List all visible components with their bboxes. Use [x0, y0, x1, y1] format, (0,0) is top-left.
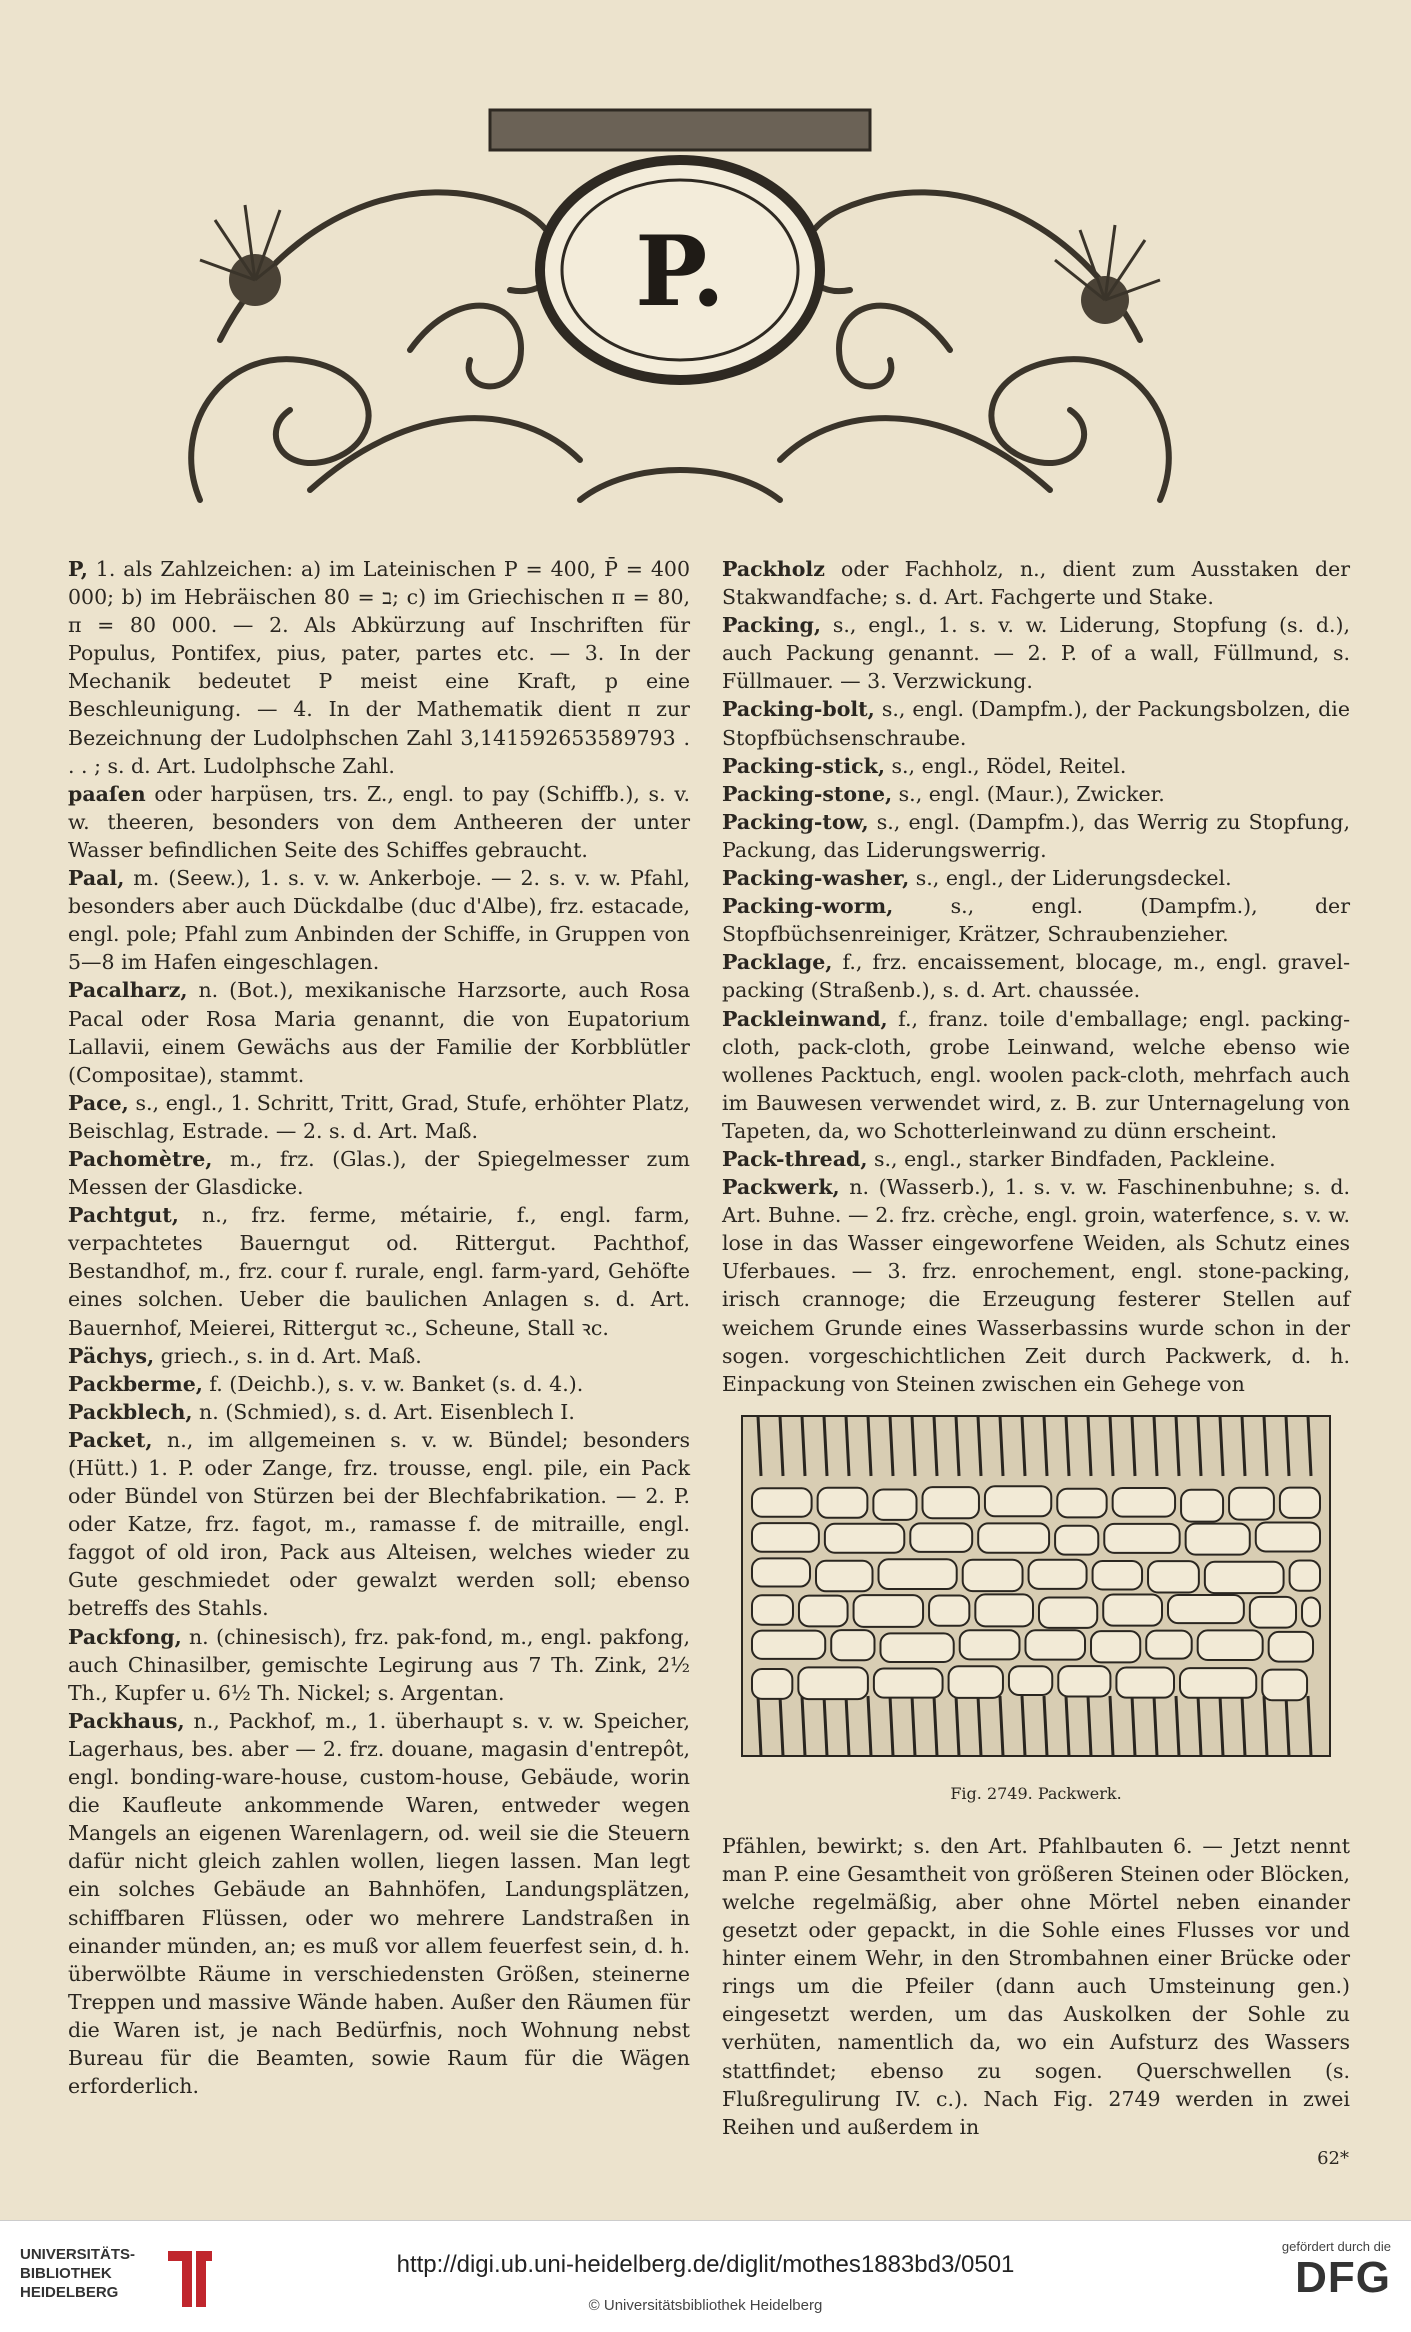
entry-headword: Pace,: [68, 1090, 129, 1115]
permalink-url[interactable]: http://digi.ub.uni-heidelberg.de/diglit/mothes1883bd3/0501: [396, 2251, 1015, 2278]
dictionary-entry: [68, 1623, 690, 1707]
dictionary-entry: [68, 1398, 690, 1426]
library-name-line-3: HEIDELBERG: [20, 2284, 119, 2301]
entry-headword: Packing-washer,: [722, 866, 910, 891]
dictionary-entry: [68, 1089, 690, 1145]
copyright-notice: © Universitätsbibliothek Heidelberg: [588, 2297, 823, 2314]
dictionary-entry: [722, 695, 1350, 751]
entry-headword: Paal,: [68, 866, 125, 891]
dictionary-entry: [722, 1005, 1350, 1145]
entry-headword: Packwerk,: [722, 1175, 840, 1200]
entry-text: oder Fachholz, n., dient zum Ausstaken der Stakwandfache; s. d. Art. Fachgerte und Stake.: [722, 557, 1350, 610]
packwerk-illustration: [722, 1406, 1350, 1776]
dictionary-entry: [68, 1370, 690, 1398]
dictionary-entry: [722, 780, 1350, 808]
entry-headword: Pachomètre,: [68, 1146, 213, 1171]
dictionary-entry: [68, 555, 690, 780]
entry-text: n. (chinesisch), frz. pak-fond, m., engl. pakfong, auch Chinasilber, gemischte Legirung aus 7 Th. Zink, 2½ Th., Kupfer u. 6½ Th. Nickel; s. Argentan.: [68, 1624, 690, 1705]
entry-headword: Packing-stone,: [722, 781, 893, 806]
entry-text: griech., s. in d. Art. Maß.: [154, 1343, 422, 1368]
entry-text: oder harpüsen, trs. Z., engl. to pay (Schiffb.), s. v. w. theeren, besonders von dem Antheeren der unter Wasser befindlichen Seite des Schiffes gebraucht.: [68, 781, 690, 862]
dictionary-entry: [722, 864, 1350, 892]
entry-text: 1. als Zahlzeichen: a) im Lateinischen P = 400, P̄ = 400 000; b) im Hebräischen ב = 80; c) im Griechischen π = 80, π = 80 000. — 2. Als Abkürzung auf Inschriften für Populus, Pontifex, pius, pater, partes etc. — 3. In der Mechanik bedeutet P meist eine Kraft, p eine Beschleunigung. — 4. In der Mathematik dient π zur Bezeichnung der Ludolphschen Zahl 3,1415926535897​93 . . . ; s. d. Art. Ludolphsche Zahl.: [68, 557, 691, 778]
entry-text: s., engl., Rödel, Reitel.: [885, 753, 1127, 778]
entry-text: f., franz. toile d'emballage; engl. packing-cloth, pack-cloth, grobe Leinwand, welche ebenso wie wollenes Packtuch, engl. woolen pack-cloth, mehrfach auch im Bauwesen verwendet wird, z. B. zur Unternagelung von Tapeten, da, wo Schotterleinwand zu dünn erscheint.: [722, 1006, 1350, 1143]
entry-headword: Packlage,: [722, 950, 833, 975]
entry-headword: Packleinwand,: [722, 1006, 888, 1031]
dictionary-entry: [68, 976, 690, 1088]
dictionary-entry: [722, 1145, 1350, 1173]
entry-text: s., engl. (Dampfm.), das Werrig zu Stopfung, Packung, das Liderungswerrig.: [722, 809, 1350, 862]
entry-text: f. (Deichb.), s. v. w. Banket (s. d. 4.).: [202, 1371, 584, 1396]
dictionary-entry: [68, 864, 690, 976]
entry-headword: Packhaus,: [68, 1708, 185, 1733]
entry-headword: Packberme,: [68, 1371, 203, 1396]
dictionary-entry: [722, 752, 1350, 780]
entry-headword: P,: [68, 557, 88, 581]
entry-headword: paaſen: [68, 781, 146, 806]
left-column: [68, 555, 690, 2100]
entry-text: s., engl., der Liderungsdeckel.: [909, 866, 1232, 891]
right-column-top-entries: [722, 555, 1350, 1398]
entry-text: m. (Seew.), 1. s. v. w. Ankerboje. — 2. s. v. w. Pfahl, besonders aber auch Dückdalbe (duc d'Albe), frz. estacade, engl. pole; Pfahl zum Anbinden der Schiffe, in Gruppen von 5—8 im Hafen eingeschlagen.: [68, 866, 690, 975]
entry-text: s., engl., 1. Schritt, Tritt, Grad, Stufe, erhöhter Platz, Beischlag, Estrade. — 2. s. d. Art. Maß.: [68, 1090, 690, 1143]
entry-text: s., engl. (Dampfm.), der Packungsbolzen, die Stopfbüchsenschraube.: [722, 697, 1350, 750]
ornamental-header-vignette: [160, 100, 1200, 520]
dictionary-entry: [722, 948, 1350, 1004]
dictionary-entry: [68, 1145, 690, 1201]
dictionary-entry: [68, 1342, 690, 1370]
dictionary-entry: [722, 808, 1350, 864]
page-number: 62*: [1317, 2148, 1349, 2169]
entry-text: m., frz. (Glas.), der Spiegelmesser zum Messen der Glasdicke.: [68, 1146, 690, 1200]
library-name-line-1: UNIVERSITÄTS-: [20, 2246, 136, 2263]
entry-text: n., Packhof, m., 1. überhaupt s. v. w. Speicher, Lagerhaus, bes. aber — 2. frz. douane, magasin d'entrepôt, engl. bonding-ware-house, custom-house, Gebäude, worin die Kaufleute ankommende Waren, entweder wegen Mangels an eigenen Warenlagern, od. weil sie die Steuern dafür nicht gleich zahlen wollen, liegen lassen. Man legt ein solches Gebäude an Bahnhöfen, Landungsplätzen, schiffbaren Flüssen, oder wo mehrere Landstraßen in einander münden, an; es muß vor allem feuerfest sein, d. h. überwölbte Räume in verschiedensten Größen, steinerne Treppen und massive Wände haben. Außer den Räumen für die Waren ist, je nach Bedürfnis, noch Wohnung nebst Bureau für die Beamten, sowie Raum für die Wägen erforderlich.: [68, 1708, 690, 2099]
dfg-logo[interactable]: [1261, 2239, 1391, 2302]
entry-headword: Pacalharz,: [68, 978, 188, 1003]
dictionary-entry: [722, 555, 1350, 611]
dfg-wordmark: DFG: [1295, 2253, 1391, 2302]
entry-headword: Packing-worm,: [722, 894, 894, 919]
entry-headword: Pächys,: [68, 1343, 155, 1368]
dictionary-entry: [68, 1426, 690, 1623]
entry-text: n., im allgemeinen s. v. w. Bündel; besonders (Hütt.) 1. P. oder Zange, frz. trousse, engl. pile, ein Pack oder Bündel von Stürzen bei der Blechfabrikation. — 2. P. oder Katze, frz. fagot, m., ramasse f. de mitraille, engl. faggot of old iron, Pack aus Alteisen, welches wieder zu Gute geschmiedet oder gewalzt werden soll; ebenso betreffs des Stahls.: [68, 1427, 690, 1621]
right-column-continuation: Pfählen, bewirkt; s. den Art. Pfahlbauten 6. — Jetzt nennt man P. eine Gesamtheit von größeren Steinen oder Blöcken, welche regelmäßig, aber ohne Mörtel neben einander gesetzt oder gepackt, in die Sohle eines Flusses vor und hinter einem Wehr, in den Strombahnen einer Brücke oder rings um die Pfeiler (dann auch Umsteinung gen.) eingesetzt werden, um das Auskolken der Sohle zu verhüten, namentlich da, wo ein Aufsturz des Wassers stattfindet; ebenso zu sogen. Querschwellen (s. Flußregulirung IV. c.). Nach Fig. 2749 werden in zwei Reihen und außerdem in: [722, 1833, 1350, 2139]
ornament-initial-letter: P.: [635, 215, 725, 328]
entry-text: s., engl., starker Bindfaden, Packleine.: [867, 1146, 1276, 1171]
entry-headword: Packblech,: [68, 1399, 193, 1424]
entry-headword: Packing-tow,: [722, 809, 869, 834]
entry-text: n. (Bot.), mexikanische Harzsorte, auch Rosa Pacal oder Rosa Maria genannt, die von Eupatorium Lallavii, einem Gewächs aus der Familie der Korbblütler (Compositae), stammt.: [68, 978, 690, 1087]
footer-bar: [0, 2220, 1411, 2332]
entry-text: n. (Wasserb.), 1. s. v. w. Faschinenbuhne; s. d. Art. Buhne. — 2. frz. crèche, engl. groin, waterfence, s. v. w. lose in das Wasser eingeworfene Weiden, als Schutz eines Uferbaues. — 3. frz. enrochement, engl. stone-packing, irisch crannoge; die Erzeugung festerer Stellen auf weichem Grunde eines Wasserbassins wurde schon in der sogen. vorgeschichtlichen Zeit durch Packwerk, d. h. Einpackung von Steinen zwischen ein Gehege von: [722, 1175, 1350, 1396]
entry-text: s., engl. (Maur.), Zwicker.: [892, 781, 1165, 806]
right-column: [722, 555, 1350, 2141]
entry-headword: Packing,: [722, 613, 821, 638]
entry-headword: Packfong,: [68, 1624, 182, 1649]
funded-by-label: gefördert durch die: [1281, 2239, 1391, 2254]
dictionary-entry: [68, 780, 690, 864]
entry-text: s., engl., 1. s. v. w. Liderung, Stopfung (s. d.), auch Packung genannt. — 2. P. of a wall, Füllmund, s. Füllmauer. — 3. Verzwickung.: [722, 613, 1350, 694]
dictionary-entry: [722, 1173, 1350, 1398]
entry-headword: Packet,: [68, 1427, 153, 1452]
dictionary-entry: [722, 892, 1350, 948]
entry-text: f., frz. encaissement, blocage, m., engl. gravel-packing (Straßenb.), s. d. Art. chaussée.: [722, 950, 1350, 1003]
entry-headword: Pachtgut,: [68, 1203, 179, 1228]
entry-headword: Packing-stick,: [722, 753, 885, 778]
entry-text: s., engl. (Dampfm.), der Stopfbüchsenreiniger, Krätzer, Schraubenzieher.: [722, 894, 1350, 947]
entry-headword: Packholz: [722, 557, 825, 581]
library-name-line-2: BIBLIOTHEK: [20, 2265, 112, 2282]
entry-text: n., frz. ferme, métairie, f., engl. farm, verpachtetes Bauerngut od. Rittergut. Pachthof, Bestandhof, m., frz. cour f. rurale, engl. farm-yard, Gehöfte eines solchen. Ueber die baulichen Anlagen s. d. Art. Bauernhof, Meierei, Rittergut ꝛc., Scheune, Stall ꝛc.: [68, 1203, 690, 1340]
figure-caption: Fig. 2749. Packwerk.: [950, 1783, 1122, 1803]
dictionary-entry: [722, 611, 1350, 695]
dictionary-entry: [68, 1201, 690, 1341]
entry-headword: Pack-thread,: [722, 1146, 868, 1171]
entry-text: n. (Schmied), s. d. Art. Eisenblech I.: [192, 1399, 575, 1424]
figure-2749: [722, 1406, 1350, 1826]
entry-headword: Packing-bolt,: [722, 697, 875, 722]
dictionary-entry: [68, 1707, 690, 2100]
